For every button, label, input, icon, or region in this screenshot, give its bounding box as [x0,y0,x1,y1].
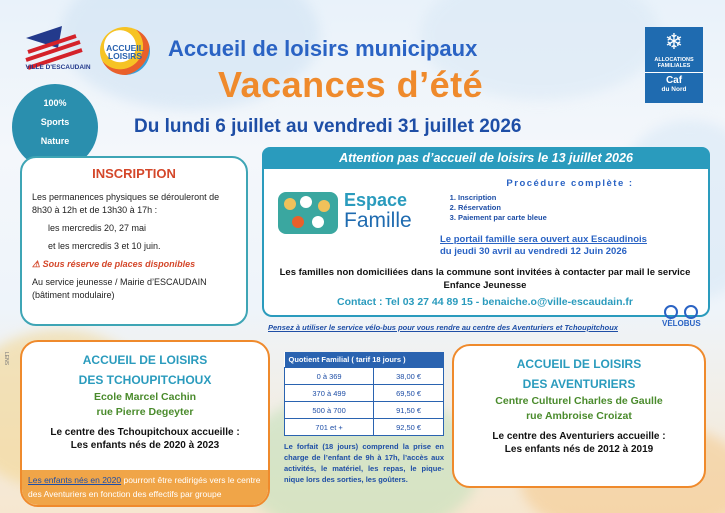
ville-label: VILLE D'ESCAUDAIN [25,64,91,71]
loisirs-logo-text: ACCUEIL LOISIRS [106,43,144,61]
portal-line: du jeudi 30 avril au vendredi 12 Juin 2026 [440,246,627,257]
aventuriers-box [452,344,706,488]
badge-line: 100% [43,98,67,108]
tch-place1: Ecole Marcel Cachin [93,391,197,403]
table-row [285,368,444,385]
table-row [285,419,444,436]
qf-range: 701 et + [285,419,374,436]
families-note: Les familles non domiciliées dans la commune sont invitées à contacter par mail le service Enfance Jeunesse [279,267,691,291]
qf-range: 0 à 369 [285,368,374,385]
portal-notice [440,234,710,258]
velobus-logo [660,297,704,331]
velobus-logo-text: VÉLOBUS [662,319,701,328]
avt-ages2: Les enfants nés de 2012 à 2019 [504,444,654,455]
avt-title2: DES AVENTURIERS [522,377,636,391]
procedure-step: 2. Réservation [458,203,700,212]
tch-ages1: Le centre des Tchoupitchoux accueille : [50,427,240,438]
warning-icon: ⚠ [32,259,41,269]
procedure-step: 1. Inscription [458,193,700,202]
bike-wheel-icon [664,305,678,319]
badge-line: Sports [40,117,70,127]
accueil-loisirs-logo [100,27,150,75]
espace-word: Espace [344,190,408,210]
bike-wheel-icon [684,305,698,319]
procedure-step: 3. Paiement par carte bleue [458,213,700,222]
caf-line1: ALLOCATIONS FAMILIALES [654,57,694,69]
qf-range: 370 à 499 [285,385,374,402]
procedure-title: Procédure complète : [506,178,634,189]
tch-title1: ACCUEIL DE LOISIRS [82,353,208,367]
attention-banner: Attention pas d’accueil de loisirs le 13 juillet 2026 [262,147,710,169]
quotient-header: Quotient Familial ( tarif 18 jours ) [285,352,444,368]
quotient-table [284,352,444,436]
avt-title1: ACCUEIL DE LOISIRS [516,357,642,371]
caf-logo [645,27,703,103]
qf-range: 500 à 700 [285,402,374,419]
side-credit: LENS [3,352,9,366]
tch-foot-rest: pourront être redirigés vers le centre des Aventuriers en fonction des effectifs par groupe [28,475,261,499]
warning-text: Sous réserve de places disponibles [42,259,196,269]
family-illustration-icon [278,192,338,234]
qf-price: 91,50 € [374,402,444,419]
avt-place1: Centre Culturel Charles de Gaulle [495,395,663,407]
title-dates: Du lundi 6 juillet au vendredi 31 juillet 2026 [134,116,522,137]
famille-word: Famille [344,209,412,232]
caf-line2: Caf [645,72,703,86]
tch-place2: rue Pierre Degeyter [96,406,194,418]
tch-ages2: Les enfants nés de 2020 à 2023 [70,440,220,451]
inscription-title: INSCRIPTION [92,166,176,181]
inscription-warning [32,258,236,271]
caf-line3: du Nord [661,86,687,93]
tchoupitchoux-box [20,340,270,507]
forfait-note: Le forfait (18 jours) comprend la prise en charge de l’enfant de 9h à 17h, l’accès aux activités, le matériel, les repas, le pique-nique lors des sorties, les goûters. [284,442,444,484]
inscription-line: Les permanences physiques se dérouleront de 8h30 à 12h et de 13h30 à 17h : [32,192,220,215]
avt-place2: rue Ambroise Croizat [526,410,632,422]
contact-line: Contact : Tel 03 27 44 89 15 - benaiche.o@ville-escaudain.fr [337,296,633,308]
inscription-box [20,156,248,326]
badge-line: Nature [40,136,70,146]
table-row [285,402,444,419]
tch-foot-underlined: Les enfants nés en 2020 [28,475,122,485]
title-vacances: Vacances d’été [218,64,484,105]
velobus-note: Pensez à utiliser le service vélo-bus pour vous rendre au centre des Aventuriers et Tchoupitchoux [268,323,618,332]
family-icon: ❄ [664,29,684,54]
title-accueil: Accueil de loisirs municipaux [168,36,478,61]
espace-famille-logo [278,190,428,238]
table-row [285,385,444,402]
inscription-line: Au service jeunesse / Mairie d’ESCAUDAIN (bâtiment modulaire) [32,277,207,300]
tch-footnote [22,470,268,505]
portal-line: Le portail famille sera ouvert aux Escaudinois [440,234,647,245]
tch-title2: DES TCHOUPITCHOUX [78,373,212,387]
qf-price: 38,00 € [374,368,444,385]
qf-price: 69,50 € [374,385,444,402]
inscription-line: les mercredis 20, 27 mai [48,223,147,233]
qf-price: 92,50 € [374,419,444,436]
procedure [440,178,700,223]
avt-ages1: Le centre des Aventuriers accueille : [492,431,666,442]
inscription-line: et les mercredis 3 et 10 juin. [48,241,161,251]
